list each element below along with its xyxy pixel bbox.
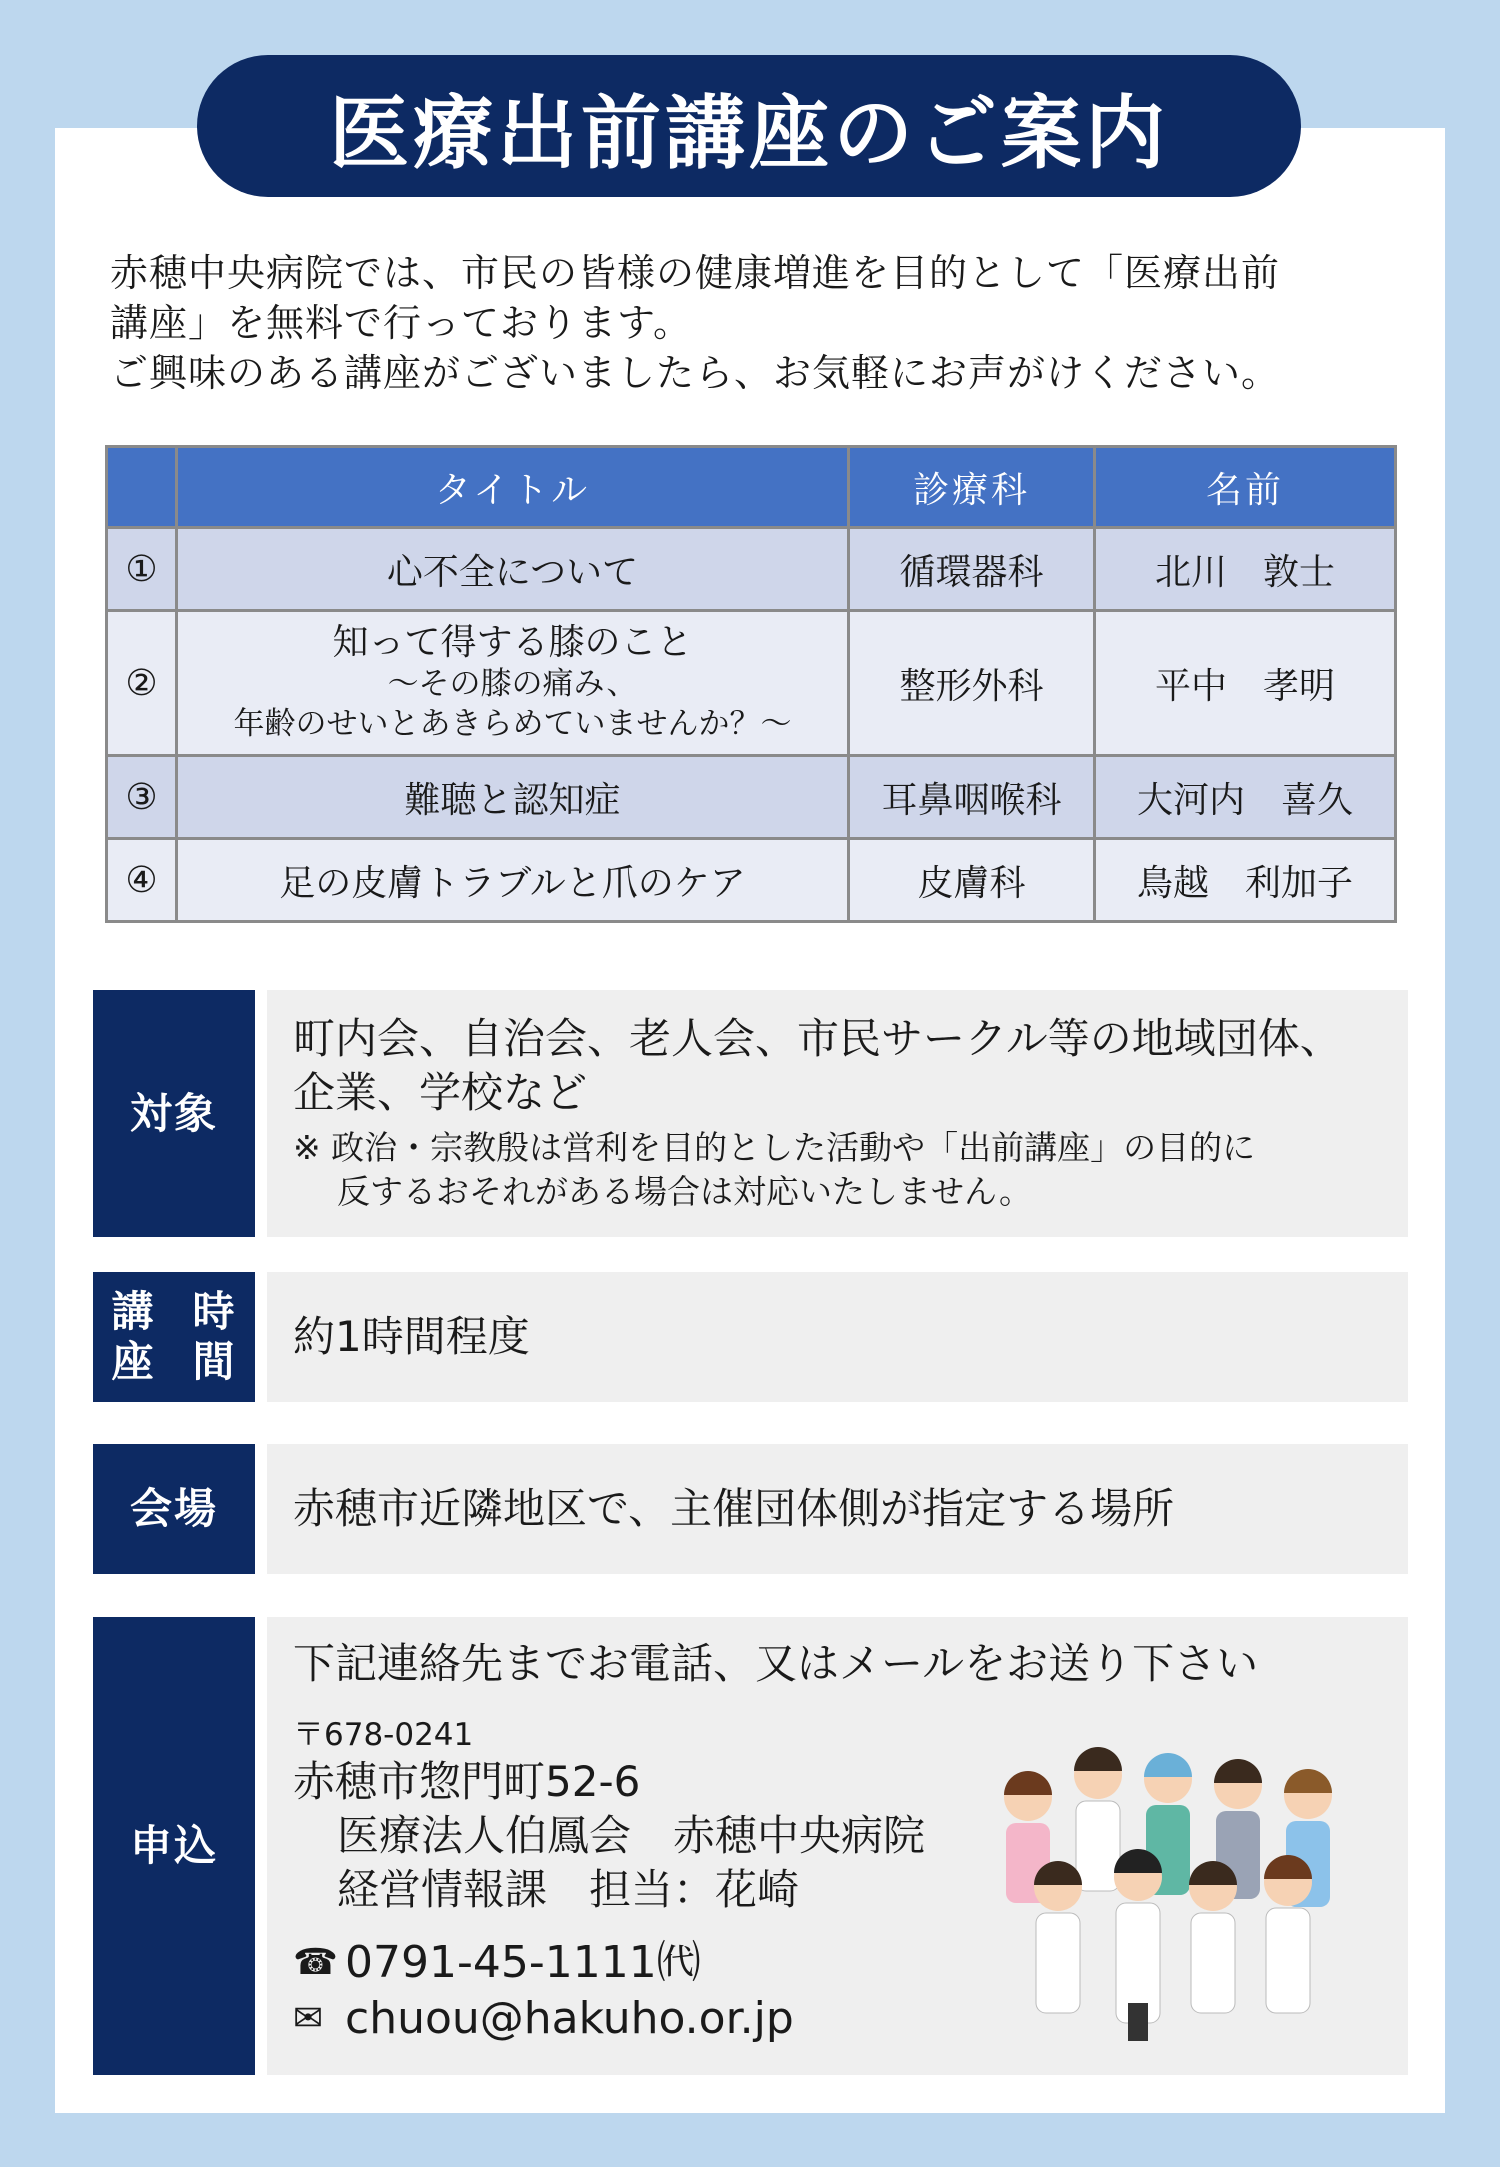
row-subtitle: ～その膝の痛み、 xyxy=(387,666,638,702)
duration-label-line: 講座 xyxy=(111,1287,156,1386)
venue-body xyxy=(267,1444,1408,1574)
row-name: 平中 孝明 xyxy=(1095,611,1396,756)
row-number: ④ xyxy=(107,839,177,922)
row-number: ③ xyxy=(107,756,177,839)
row-dept: 循環器科 xyxy=(849,528,1095,611)
header-dept: 診療科 xyxy=(849,447,1095,528)
header-no xyxy=(107,447,177,528)
row-dept: 皮膚科 xyxy=(849,839,1095,922)
table-header-row xyxy=(107,447,1396,528)
intro-line: ご興味のある講座がございましたら、お気軽にお声がけください。 xyxy=(110,351,1281,395)
duration-text: 約1時間程度 xyxy=(293,1312,530,1361)
row-title: 知って得する膝のこと xyxy=(332,622,693,663)
apply-lead: 下記連絡先までお電話、又はメールをお送り下さい xyxy=(293,1639,1259,1688)
row-dept: 整形外科 xyxy=(849,611,1095,756)
page-title: 医療出前講座のご案内 xyxy=(197,55,1301,197)
header-title: タイトル xyxy=(177,447,849,528)
postal-code: 〒678-0241 xyxy=(293,1717,474,1753)
table-row xyxy=(107,756,1396,839)
venue-text: 赤穂市近隣地区で、主催団体側が指定する場所 xyxy=(293,1484,1175,1533)
duration-section xyxy=(93,1272,1408,1402)
department-contact: 経営情報課 担当：花崎 xyxy=(337,1865,800,1914)
intro-text xyxy=(110,248,1410,398)
row-title: 心不全について xyxy=(177,528,849,611)
table-row xyxy=(107,528,1396,611)
row-name: 鳥越 利加子 xyxy=(1095,839,1396,922)
duration-label-line: 時間 xyxy=(192,1287,237,1386)
row-title: 足の皮膚トラブルと爪のケア xyxy=(177,839,849,922)
note-line: 反するおそれがある場合は対応いたしません。 xyxy=(337,1172,1032,1211)
mail-icon: ✉ xyxy=(293,1998,324,2039)
target-line: 町内会、自治会、老人会、市民サークル等の地域団体、 xyxy=(293,1014,1342,1063)
target-line: 企業、学校など xyxy=(293,1068,588,1117)
table-row xyxy=(107,839,1396,922)
intro-line: 赤穂中央病院では、市民の皆様の健康増進を目的として「医療出前 xyxy=(110,251,1281,295)
venue-label: 会場 xyxy=(93,1444,255,1574)
phone-icon: ☎ xyxy=(293,1942,338,1983)
row-number: ① xyxy=(107,528,177,611)
target-note xyxy=(293,1126,1382,1214)
medical-staff-illustration xyxy=(988,1737,1378,2047)
target-section xyxy=(93,990,1408,1237)
duration-label xyxy=(93,1272,255,1402)
row-dept: 耳鼻咽喉科 xyxy=(849,756,1095,839)
venue-section xyxy=(93,1444,1408,1574)
duration-body xyxy=(267,1272,1408,1402)
row-name: 北川 敦士 xyxy=(1095,528,1396,611)
apply-label: 申込 xyxy=(93,1617,255,2075)
row-title-cell xyxy=(177,611,849,756)
row-title: 難聴と認知症 xyxy=(177,756,849,839)
intro-line: 講座」を無料で行っております。 xyxy=(110,301,692,345)
row-name: 大河内 喜久 xyxy=(1095,756,1396,839)
apply-body xyxy=(267,1617,1408,2075)
header-name: 名前 xyxy=(1095,447,1396,528)
apply-section xyxy=(93,1617,1408,2075)
lecture-table xyxy=(105,445,1397,923)
phone-number[interactable]: 0791-45-1111㈹ xyxy=(345,1937,701,1988)
table-row xyxy=(107,611,1396,756)
address: 赤穂市惣門町52-6 xyxy=(293,1757,641,1806)
organization: 医療法人伯鳳会 赤穂中央病院 xyxy=(337,1811,926,1860)
email-address[interactable]: chuou@hakuho.or.jp xyxy=(345,1993,794,2044)
target-body xyxy=(267,990,1408,1237)
target-label: 対象 xyxy=(93,990,255,1237)
row-subtitle: 年齢のせいとあきらめていませんか？～ xyxy=(233,706,792,742)
note-line: ※ 政治・宗教殷は営利を目的とした活動や「出前講座」の目的に xyxy=(293,1128,1256,1167)
row-number: ② xyxy=(107,611,177,756)
